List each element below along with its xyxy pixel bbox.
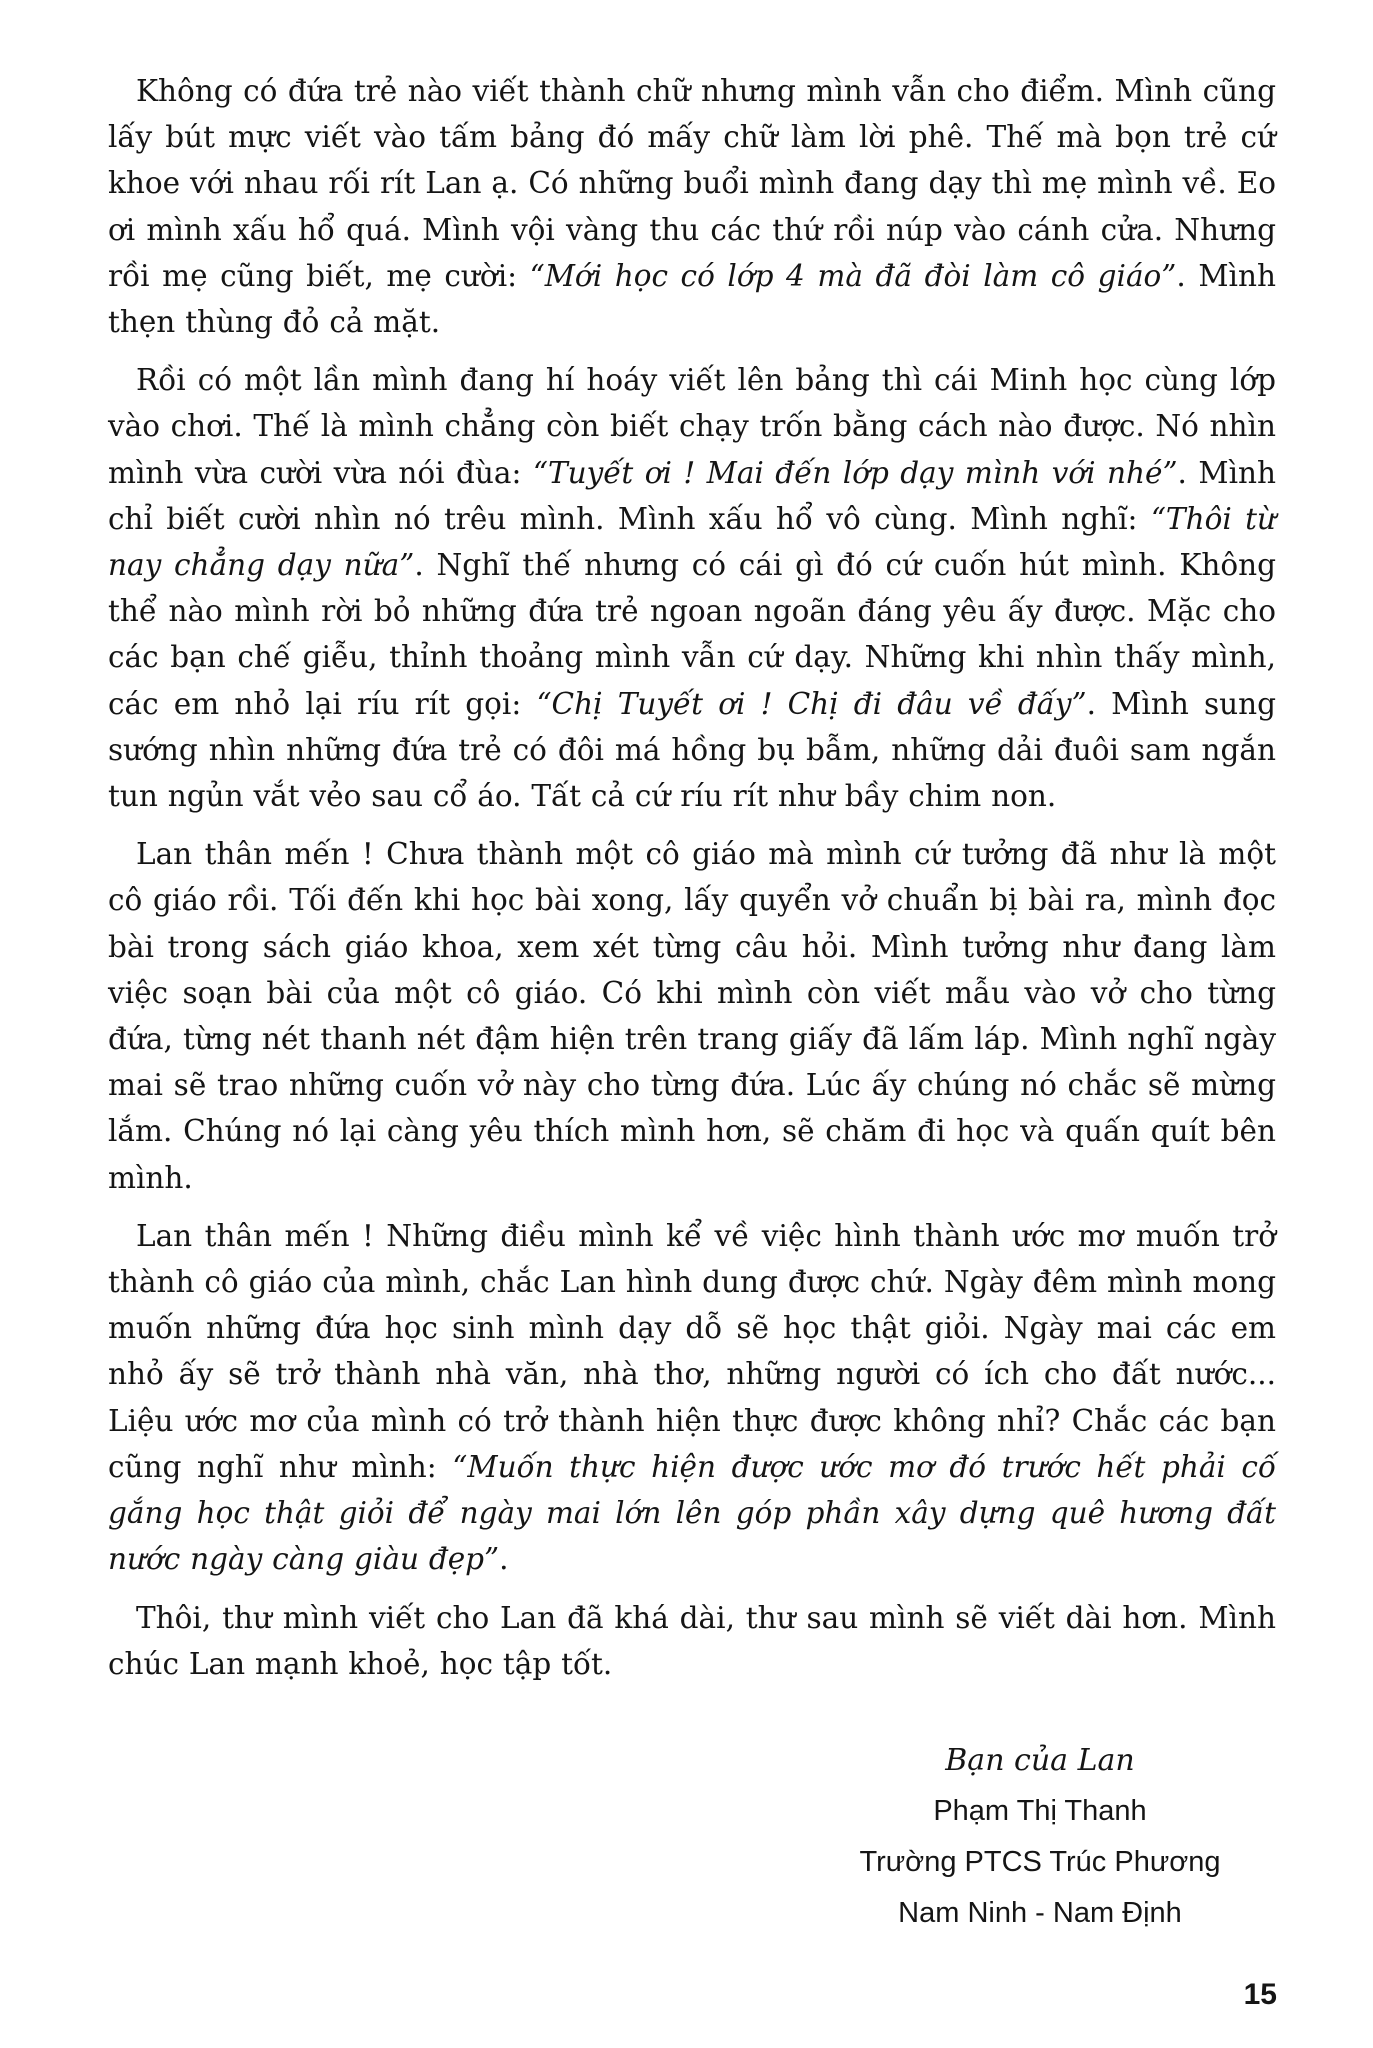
paragraph-2-quote-2: “Thôi từ nay chẳng dạy nữa”	[108, 501, 1277, 583]
paragraph-3	[108, 831, 1276, 1201]
paragraph-4-text-1: Lan thân mến ! Những điều mình kể về việc hình thành ước mơ muốn trở thành cô giáo của mình, chắc Lan hình dung được chứ. Ngày đêm mình mong muốn những đứa học sinh mình dạy dỗ sẽ học thật giỏi. Ngày mai các em nhỏ ấy sẽ trở thành nhà văn, nhà thơ, những người có ích cho đất nước... Liệu ước mơ của mình có trở thành hiện thực được không nhỉ? Chắc các bạn cũng nghĩ như mình:	[108, 1218, 1276, 1484]
paragraph-5-text-1: Thôi, thư mình viết cho Lan đã khá dài, thư sau mình sẽ viết dài hơn. Mình chúc Lan mạnh khoẻ, học tập tốt.	[108, 1600, 1276, 1681]
paragraph-2-text-3: . Nghĩ thế nhưng có cái gì đó cứ cuốn hút mình. Không thể nào mình rời bỏ những đứa trẻ ngoan ngoãn đáng yêu ấy được. Mặc cho các bạn chế giễu, thỉnh thoảng mình vẫn cứ dạy. Những khi nhìn thấy mình, các em nhỏ lại ríu rít gọi:	[108, 548, 1276, 721]
paragraph-4-quote-1: “Muốn thực hiện được ước mơ đó trước hết phải cố gắng học thật giỏi để ngày mai lớn lên góp phần xây dựng quê hương đất nước ngày càng giàu đẹp”	[108, 1449, 1276, 1577]
signature-location: Nam Ninh - Nam Định	[898, 1897, 1182, 1929]
paragraph-1-quote-1: “Mới học có lớp 4 mà đã đòi làm cô giáo”	[529, 258, 1177, 293]
signature-block	[760, 1738, 1320, 1942]
paragraph-4-text-2: .	[499, 1542, 509, 1577]
signature-closing: Bạn của Lan	[945, 1743, 1135, 1778]
paragraph-4	[108, 1213, 1276, 1583]
paragraph-1-text-1: Không có đứa trẻ nào viết thành chữ nhưng mình vẫn cho điểm. Mình cũng lấy bút mực viết vào tấm bảng đó mấy chữ làm lời phê. Thế mà bọn trẻ cứ khoe với nhau rối rít Lan ạ. Có những buổi mình đang dạy thì mẹ mình về. Eo ơi mình xấu hổ quá. Mình vội vàng thu các thứ rồi núp vào cánh cửa. Nhưng rồi mẹ cũng biết, mẹ cười:	[108, 74, 1276, 293]
paragraph-1	[108, 68, 1276, 345]
page-number: 15	[1243, 1978, 1277, 2011]
paragraph-2-text-1: Rồi có một lần mình đang hí hoáy viết lên bảng thì cái Minh học cùng lớp vào chơi. Thế là mình chẳng còn biết chạy trốn bằng cách nào được. Nó nhìn mình vừa cười vừa nói đùa:	[108, 363, 1276, 490]
paragraph-2-text-4: . Mình sung sướng nhìn những đứa trẻ có đôi má hồng bụ bẫm, những dải đuôi sam ngắn tun ngủn vắt vẻo sau cổ áo. Tất cả cứ ríu rít như bầy chim non.	[108, 686, 1277, 814]
signature-school: Trường PTCS Trúc Phương	[859, 1846, 1221, 1878]
paragraph-2-quote-3: “Chị Tuyết ơi ! Chị đi đâu về đấy”	[536, 686, 1087, 721]
paragraph-2	[108, 357, 1276, 819]
paragraph-2-text-2: . Mình chỉ biết cười nhìn nó trêu mình. Mình xấu hổ vô cùng. Mình nghĩ:	[108, 455, 1276, 536]
paragraph-1-text-2: . Mình thẹn thùng đỏ cả mặt.	[108, 258, 1276, 340]
paragraph-3-text-1: Lan thân mến ! Chưa thành một cô giáo mà mình cứ tưởng đã như là một cô giáo rồi. Tối đến khi học bài xong, lấy quyển vở chuẩn bị bài ra, mình đọc bài trong sách giáo khoa, xem xét từng câu hỏi. Mình tưởng như đang làm việc soạn bài của một cô giáo. Có khi mình còn viết mẫu vào vở cho từng đứa, từng nét thanh nét đậm hiện trên trang giấy đã lấm láp. Mình nghĩ ngày mai sẽ trao những cuốn vở này cho từng đứa. Lúc ấy chúng nó chắc sẽ mừng lắm. Chúng nó lại càng yêu thích mình hơn, sẽ chăm đi học và quấn quít bên mình.	[108, 837, 1276, 1195]
paragraph-5	[108, 1595, 1276, 1687]
letter-body	[108, 68, 1276, 1699]
paragraph-2-quote-1: “Tuyết ơi ! Mai đến lớp dạy mình với nhé”	[532, 455, 1178, 490]
signature-name: Phạm Thị Thanh	[933, 1795, 1147, 1827]
